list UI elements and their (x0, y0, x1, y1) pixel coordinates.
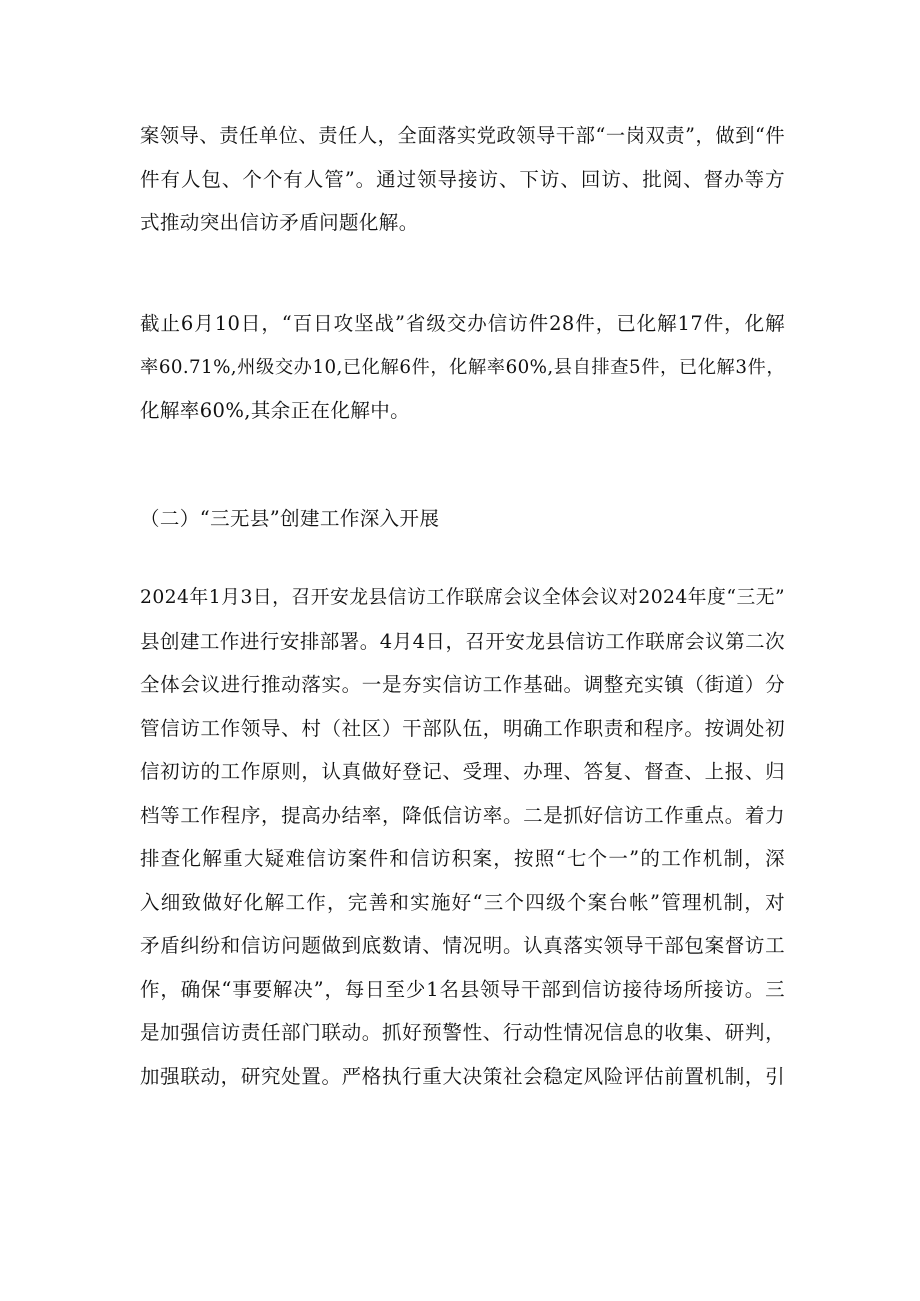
paragraph-3-line: 矛盾纠纷和信访问题做到底数请、情况明。认真落实领导干部包案督访工 (140, 934, 785, 957)
paragraph-3-line: 是加强信访责任部门联动。抓好预警性、行动性情况信息的收集、研判， (140, 1021, 785, 1044)
paragraph-3-line: 全体会议进行推动落实。一是夯实信访工作基础。调整充实镇（街道）分 (140, 673, 785, 696)
section-heading (140, 497, 785, 541)
paragraph-3-line: 作，确保“事要解决”，每日至少1名县领导干部到信访接待场所接访。三 (140, 977, 785, 1001)
paragraph-3-line: 加强联动，研究处置。严格执行重大决策社会稳定风险评估前置机制，引 (140, 1064, 785, 1088)
paragraph-3-line: 管信访工作领导、村（社区）干部队伍，明确工作职责和程序。按调处初 (140, 716, 785, 740)
paragraph-1-line: 案领导、责任单位、责任人，全面落实党政领导干部“一岗双责”，做到“件 (140, 124, 785, 147)
paragraph-3-line: 县创建工作进行安排部署。4月4日，召开安龙县信访工作联席会议第二次 (140, 629, 785, 653)
paragraph-3-line: 排查化解重大疑难信访案件和信访积案，按照“七个一”的工作机制，深 (140, 847, 785, 870)
paragraph-3-line: 档等工作程序，提高办结率，降低信访率。二是抓好信访工作重点。着力 (140, 803, 785, 827)
paragraph-1-line: 式推动突出信访矛盾问题化解。 (140, 211, 419, 234)
paragraph-2-line: 化解率60%,其余正在化解中。 (140, 399, 411, 422)
paragraph-2 (140, 302, 785, 433)
paragraph-2-line: 截止6月10日，“百日攻坚战”省级交办信访件28件，已化解17件，化解 (140, 312, 785, 335)
paragraph-1 (140, 114, 785, 245)
paragraph-3 (140, 576, 785, 1098)
paragraph-3-line: 信初访的工作原则，认真做好登记、受理、办理、答复、督查、上报、归 (140, 760, 785, 783)
section-heading-text: （二）“三无县”创建工作深入开展 (140, 507, 440, 530)
paragraph-2-line: 率60.71%,州级交办10,已化解6件，化解率60%,县自排查5件，已化解3件， (140, 356, 785, 378)
paragraph-1-line: 件有人包、个个有人管”。通过领导接访、下访、回访、批阅、督办等方 (140, 167, 785, 191)
paragraph-3-line: 2024年1月3日，召开安龙县信访工作联席会议全体会议对2024年度“三无” (140, 587, 785, 608)
paragraph-3-line: 入细致做好化解工作，完善和实施好“三个四级个案台帐”管理机制，对 (140, 890, 785, 914)
